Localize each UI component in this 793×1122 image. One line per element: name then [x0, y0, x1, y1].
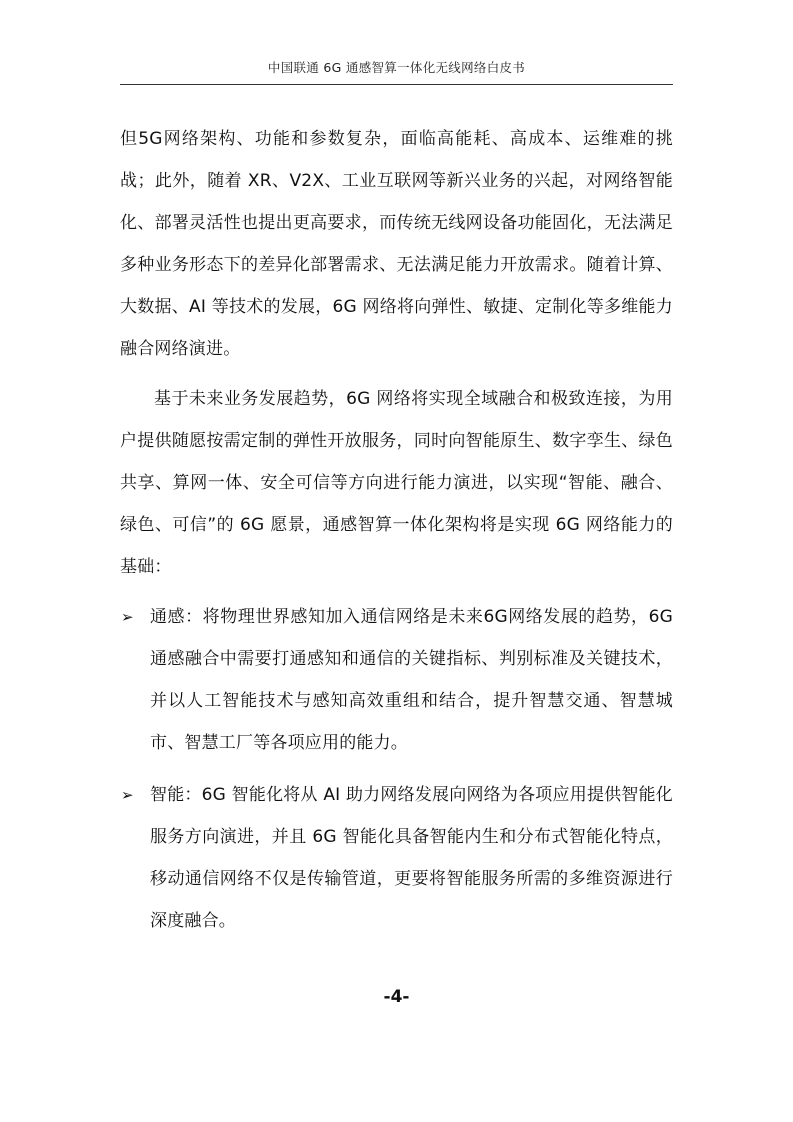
bullet-item-intelligence: [120, 774, 673, 942]
paragraph-2: 基于未来业务发展趋势，6G 网络将实现全域融合和极致连接，为用户提供随愿按需定制的弹性开放服务，同时向智能原生、数字孪生、绿色共享、算网一体、安全可信等方向进行能力演进，以实现“智能、融合、绿色、可信”的 6G 愿景，通感智算一体化架构将是实现 6G 网络能力的基础：: [120, 389, 673, 577]
document-body: [120, 118, 673, 942]
bullet-text: 智能：6G 智能化将从 AI 助力网络发展向网络为各项应用提供智能化服务方向演进，并且 6G 智能化具备智能内生和分布式智能化特点，移动通信网络不仅是传输管道，更要将智能服务所需的多维资源进行深度融合。: [150, 785, 673, 931]
arrow-bullet-icon: ➢: [121, 608, 134, 626]
bullet-text: 通感：将物理世界感知加入通信网络是未来6G网络发展的趋势，6G 通感融合中需要打通感知和通信的关键指标、判别标准及关键技术，并以人工智能技术与感知高效重组和结合，提升智慧交通、智慧城市、智慧工厂等各项应用的能力。: [150, 607, 673, 753]
paragraph-1: 但5G网络架构、功能和参数复杂，面临高能耗、高成本、运维难的挑战；此外，随着 XR、V2X、工业互联网等新兴业务的兴起，对网络智能化、部署灵活性也提出更高要求，而传统无线网设备功能固化，无法满足多种业务形态下的差异化部署需求、无法满足能力开放需求。随着计算、大数据、AI 等技术的发展，6G 网络将向弹性、敏捷、定制化等多维能力融合网络演进。: [120, 129, 673, 359]
bullet-item-sensing: [120, 596, 673, 764]
page-number: -4-: [383, 987, 410, 1007]
arrow-bullet-icon: ➢: [121, 786, 134, 804]
header-divider: [120, 84, 673, 85]
header-title: 中国联通 6G 通感智算一体化无线网络白皮书: [267, 60, 526, 75]
